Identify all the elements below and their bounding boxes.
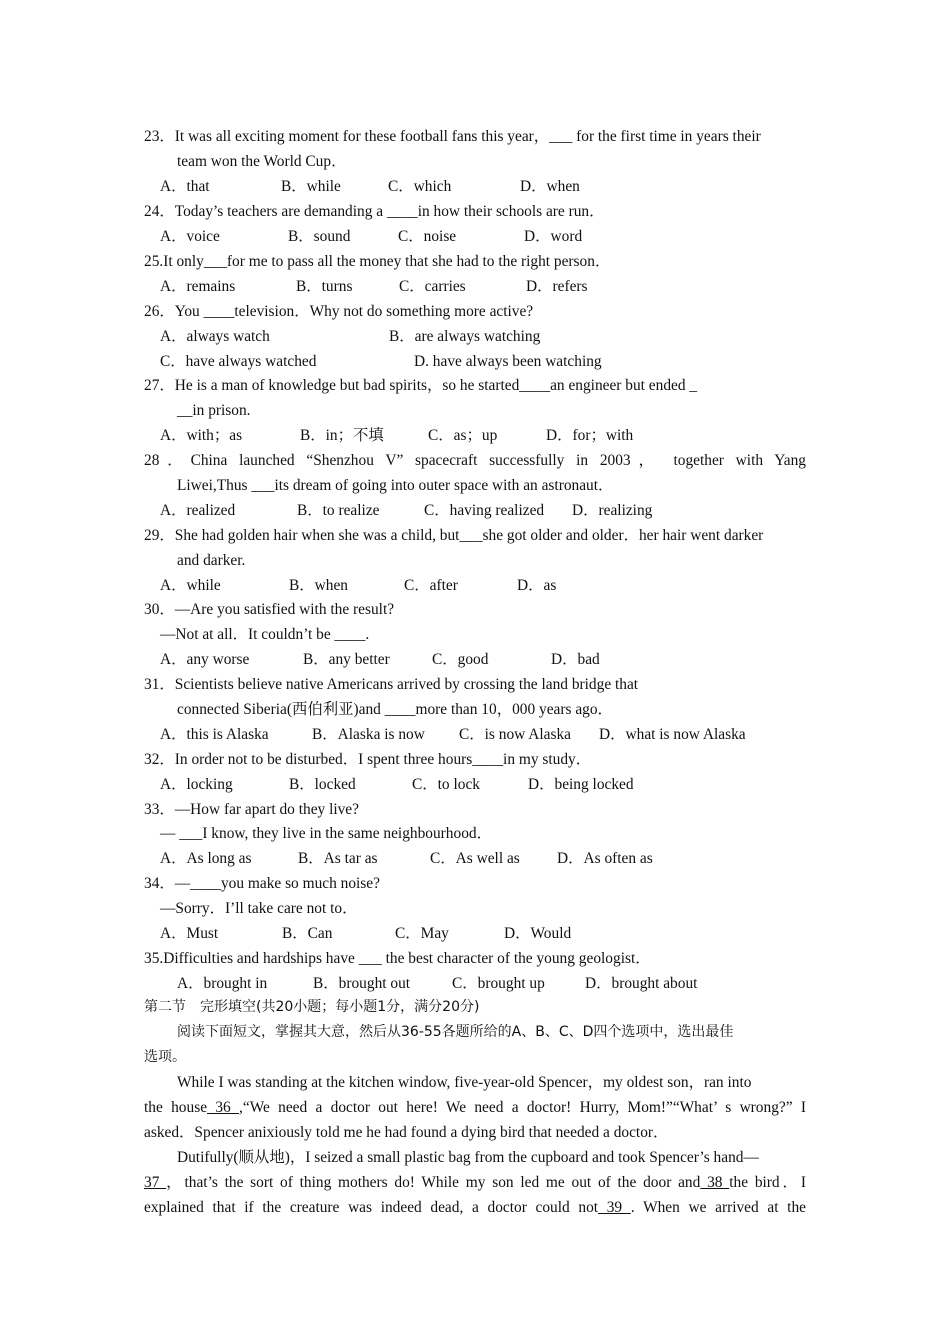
- option-d: D．bad: [551, 651, 600, 668]
- option-c: C．May: [395, 925, 449, 942]
- blank-36: 36: [207, 1099, 240, 1116]
- option-b: B．Alaska is now: [312, 726, 425, 743]
- option-a: A．locking: [160, 776, 233, 793]
- passage-line: the house 36 ,“We need a doctor out here! We need a doctor! Hurry, Mom!”“What’ s wrong?” I: [144, 1099, 806, 1116]
- option-b: B．locked: [289, 776, 356, 793]
- passage-line: explained that if the creature was indeed dead, a doctor could not 39 . When we arrived at the: [144, 1199, 806, 1216]
- option-b: B．when: [289, 577, 348, 594]
- question-29-stem: 29．She had golden hair when she was a child, but___she got older and older．her hair went darker: [144, 527, 764, 544]
- question-33-stem: 33．—How far apart do they live?: [144, 801, 359, 818]
- option-c: C．noise: [398, 228, 457, 245]
- option-a: A．realized: [160, 502, 236, 519]
- question-24-stem: 24．Today’s teachers are demanding a ____in how their schools are run．: [144, 203, 605, 220]
- option-c: C．having realized: [424, 502, 545, 519]
- question-31-stem: 31．Scientists believe native Americans arrived by crossing the land bridge that: [144, 676, 639, 693]
- option-a: A．this is Alaska: [160, 726, 269, 743]
- question-30-stem: 30．—Are you satisfied with the result?: [144, 601, 395, 618]
- option-c: C．good: [432, 651, 489, 668]
- option-d: D．Would: [504, 925, 572, 942]
- option-c: C．brought up: [452, 975, 545, 992]
- blank-37: 37: [144, 1174, 167, 1191]
- option-b: B．As tar as: [298, 850, 378, 867]
- section-instructions-cont: 选项。: [144, 1049, 186, 1065]
- option-a: A．always watch: [160, 328, 270, 345]
- option-a: A．As long as: [160, 850, 252, 867]
- option-c: C．as；up: [428, 427, 498, 444]
- option-b: B．turns: [296, 278, 353, 295]
- option-d: D．refers: [526, 278, 588, 295]
- blank-38: 38: [700, 1174, 730, 1191]
- passage-line: 37 ，that’s the sort of thing mothers do! While my son led me out of the door and 38 the bird．I: [144, 1174, 806, 1191]
- option-c: C．after: [404, 577, 458, 594]
- passage-line: asked．Spencer anixiously told me he had found a dying bird that needed a doctor．: [144, 1124, 669, 1141]
- option-d: D．realizing: [572, 502, 653, 519]
- question-30-reply: —Not at all．It couldn’t be ____.: [160, 626, 370, 643]
- option-c: C．is now Alaska: [459, 726, 572, 743]
- option-b: B．any better: [303, 651, 390, 668]
- passage-line: Dutifully(顺从地)，I seized a small plastic bag from the cupboard and took Spencer’s hand—: [177, 1149, 759, 1166]
- option-d: D．for；with: [546, 427, 634, 444]
- question-35-stem: 35.Difficulties and hardships have ___ the best character of the young geologist．: [144, 950, 651, 967]
- option-a: A．remains: [160, 278, 236, 295]
- question-25-stem: 25.It only___for me to pass all the money that she had to the right person．: [144, 253, 611, 270]
- option-d: D．as: [517, 577, 557, 594]
- question-27-stem-cont: __in prison.: [177, 402, 251, 419]
- option-d: D．brought about: [585, 975, 698, 992]
- question-32-stem: 32．In order not to be disturbed．I spent three hours____in my study．: [144, 751, 592, 768]
- question-28-stem-cont: Liwei,Thus ___its dream of going into outer space with an astronaut．: [177, 477, 614, 494]
- option-a: A．with；as: [160, 427, 243, 444]
- section-instructions: 阅读下面短文，掌握其大意，然后从36-55各题所给的A、B、C、D四个选项中，选出最佳: [177, 1024, 734, 1040]
- question-33-reply: — ___I know, they live in the same neighbourhood．: [160, 825, 492, 842]
- passage-line: While I was standing at the kitchen window, five-year-old Spencer，my oldest son，ran into: [177, 1074, 752, 1091]
- option-d: D．what is now Alaska: [599, 726, 746, 743]
- blank-39: 39: [598, 1199, 631, 1216]
- option-a: A．voice: [160, 228, 220, 245]
- option-d: D．word: [524, 228, 583, 245]
- option-b: B．brought out: [313, 975, 411, 992]
- option-c: C．have always watched: [160, 353, 317, 370]
- option-b: B．to realize: [297, 502, 380, 519]
- option-c: C．As well as: [430, 850, 520, 867]
- option-b: B．are always watching: [389, 328, 541, 345]
- question-29-stem-cont: and darker.: [177, 552, 246, 569]
- option-b: B．in；不填: [300, 427, 384, 444]
- question-23-stem: 23．It was all exciting moment for these football fans this year，___ for the first time in years their: [144, 128, 761, 145]
- option-d: D．when: [520, 178, 580, 195]
- option-d: D．As often as: [557, 850, 653, 867]
- option-a: A．that: [160, 178, 210, 195]
- question-34-stem: 34．—____you make so much noise?: [144, 875, 380, 892]
- option-a: A．any worse: [160, 651, 250, 668]
- question-31-stem-cont: connected Siberia(西伯利亚)and ____more than 10，000 years ago．: [177, 701, 613, 718]
- question-26-stem: 26．You ____television．Why not do something more active?: [144, 303, 534, 320]
- section-heading: 第二节 完形填空(共20小题；每小题1分，满分20分): [144, 999, 480, 1015]
- option-c: C．carries: [399, 278, 466, 295]
- question-28-stem: 28．China launched “Shenzhou V” spacecraft successfully in 2003， together with Yang: [144, 452, 806, 469]
- option-b: B．sound: [288, 228, 351, 245]
- option-b: B．Can: [282, 925, 333, 942]
- question-27-stem: 27．He is a man of knowledge but bad spirits，so he started____an engineer but ended _: [144, 377, 698, 394]
- option-c: C．to lock: [412, 776, 480, 793]
- option-a: A．Must: [160, 925, 219, 942]
- question-34-reply: —Sorry．I’ll take care not to．: [160, 900, 358, 917]
- option-c: C．which: [388, 178, 452, 195]
- option-d: D．being locked: [528, 776, 634, 793]
- option-d: D. have always been watching: [414, 353, 602, 370]
- question-23-stem-cont: team won the World Cup．: [177, 153, 347, 170]
- option-a: A．while: [160, 577, 221, 594]
- option-b: B．while: [281, 178, 341, 195]
- option-a: A．brought in: [177, 975, 268, 992]
